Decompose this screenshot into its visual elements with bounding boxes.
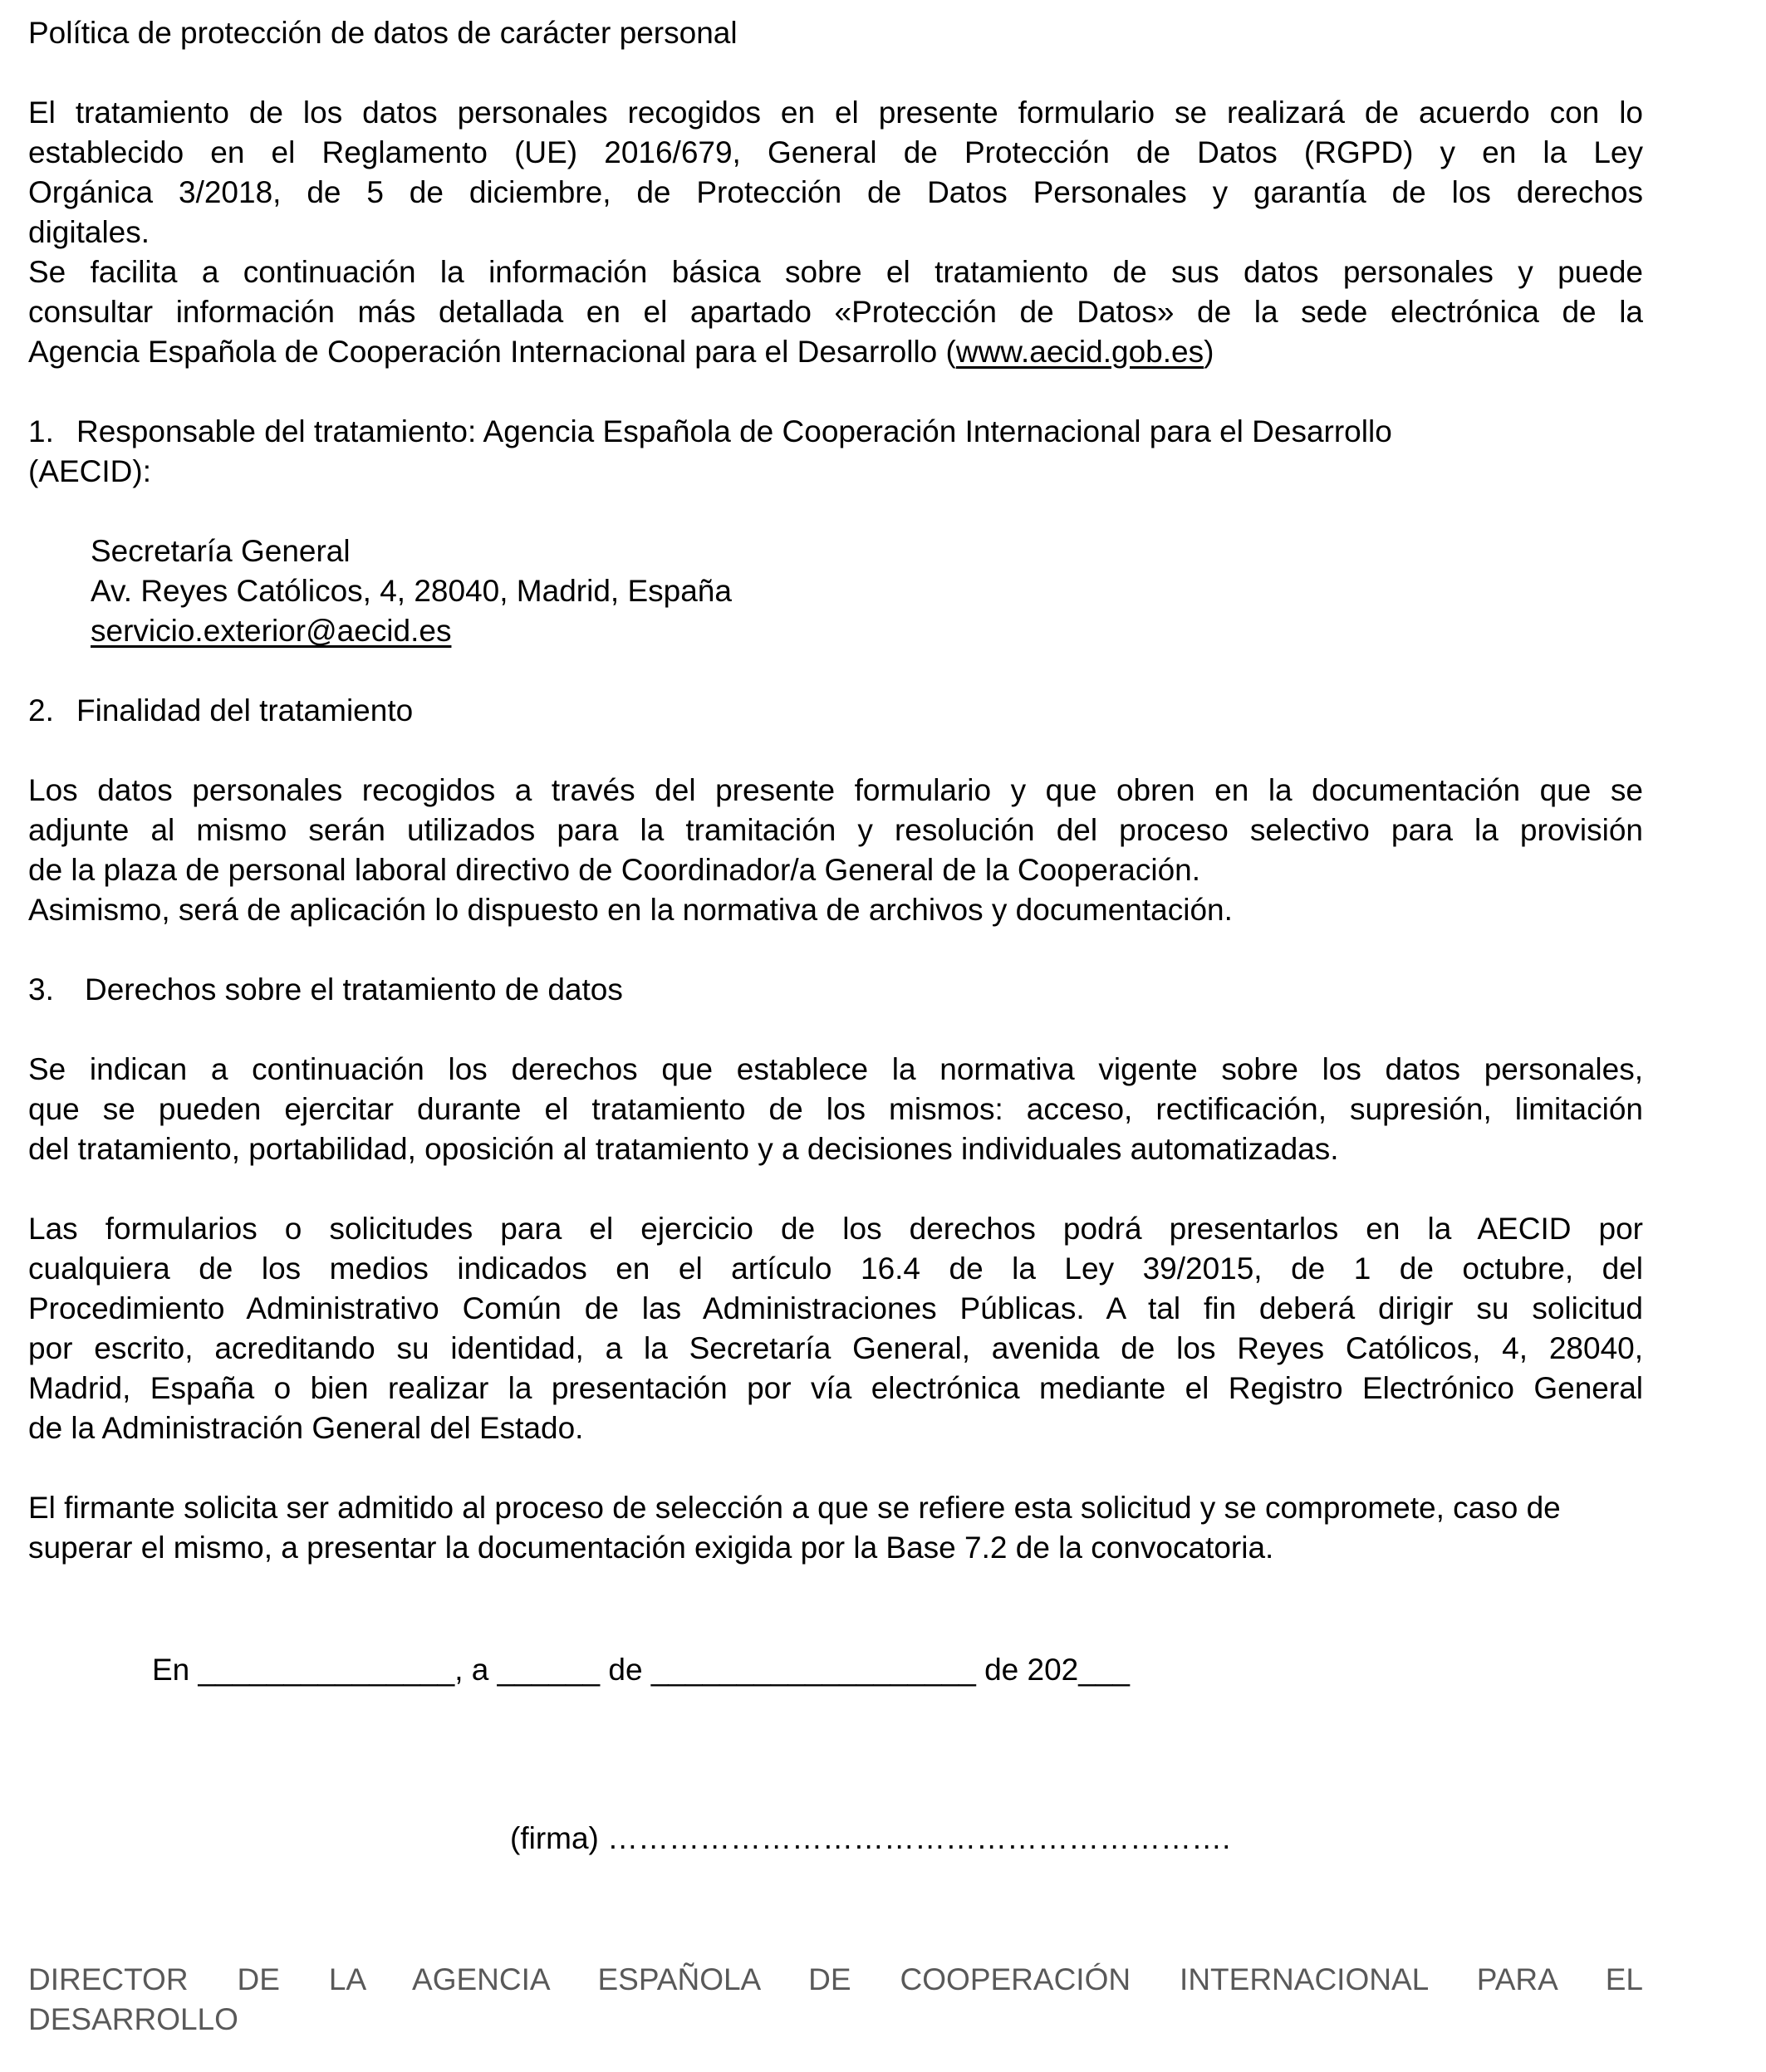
intro-line-with-link: [28, 332, 1643, 372]
intro-line: establecido en el Reglamento (UE) 2016/679, General de Protección de Datos (RGPD) y en la Ley: [28, 135, 1643, 169]
paragraph-line: por escrito, acreditando su identidad, a la Secretaría General, avenida de los Reyes Católicos, 4, 28040,: [28, 1331, 1643, 1365]
date-year-prefix: de 202: [984, 1653, 1079, 1687]
addressee-line-1: DIRECTOR DE LA AGENCIA ESPAÑOLA DE COOPERACIÓN INTERNACIONAL PARA EL: [28, 1962, 1643, 1996]
addressee-line-2: DESARROLLO: [28, 2002, 238, 2036]
place-date-line: [152, 1650, 1130, 1690]
paragraph-line: El firmante solicita ser admitido al proceso de selección a que se refiere esta solicitud y se compromete, caso de: [28, 1491, 1561, 1525]
declaration-paragraph: [28, 1488, 1766, 1568]
section-number: 3.: [28, 972, 54, 1007]
intro-paragraph: [28, 93, 1643, 372]
section-heading-text: Responsable del tratamiento: Agencia Española de Cooperación Internacional para el Desarrollo: [76, 414, 1392, 448]
date-de: de: [608, 1653, 643, 1687]
paragraph-line: Las formularios o solicitudes para el ejercicio de los derechos podrá presentarlos en la AECID por: [28, 1212, 1643, 1246]
paragraph-line: Se indican a continuación los derechos que establece la normativa vigente sobre los datos personales,: [28, 1052, 1643, 1086]
section-2-heading: [28, 691, 1643, 731]
address-street: Av. Reyes Católicos, 4, 28040, Madrid, España: [91, 574, 732, 608]
section-1: [28, 412, 1643, 651]
intro-line: digitales.: [28, 215, 150, 249]
paragraph-line: Procedimiento Administrativo Común de las Administraciones Públicas. A tal fin deberá dirigir su solicitud: [28, 1291, 1643, 1325]
address-email-row: [28, 611, 1643, 651]
email-link[interactable]: servicio.exterior@aecid.es: [91, 614, 452, 648]
paragraph-line: del tratamiento, portabilidad, oposición al tratamiento y a decisiones individuales automatizadas.: [28, 1132, 1339, 1166]
section-heading-text: Finalidad del tratamiento: [76, 693, 414, 727]
addressee-block: [28, 1960, 1643, 2040]
section-heading-text: Derechos sobre el tratamiento de datos: [85, 972, 623, 1007]
signature-line: [510, 1819, 1230, 1859]
address-office: Secretaría General: [91, 534, 351, 568]
section-number: 1.: [28, 414, 54, 448]
document-page: [28, 13, 1643, 1568]
month-blank-field[interactable]: ___________________: [650, 1653, 976, 1687]
aecid-website-link[interactable]: www.aecid.gob.es: [955, 335, 1204, 369]
paragraph-line: superar el mismo, a presentar la documentación exigida por la Base 7.2 de la convocatoria.: [28, 1531, 1274, 1565]
paragraph-line: Madrid, España o bien realizar la presentación por vía electrónica mediante el Registro Electrónico General: [28, 1371, 1643, 1405]
place-blank-field[interactable]: _______________: [198, 1653, 455, 1687]
paragraph-line: que se pueden ejercitar durante el tratamiento de los mismos: acceso, rectificación, supresión, limitación: [28, 1092, 1643, 1126]
rights-paragraph: [28, 1050, 1643, 1169]
paragraph-line: cualquiera de los medios indicados en el artículo 16.4 de la Ley 39/2015, de 1 de octubre, del: [28, 1252, 1643, 1286]
signature-field[interactable]: …………………………………………………….: [607, 1821, 1231, 1855]
intro-line: El tratamiento de los datos personales recogidos en el presente formulario se realizará de acuerdo con lo: [28, 96, 1643, 130]
signature-label: (firma): [510, 1821, 599, 1855]
date-comma-a: , a: [454, 1653, 489, 1687]
paragraph-line: Los datos personales recogidos a través del presente formulario y que obren en la documentación que se: [28, 773, 1643, 807]
intro-line: Se facilita a continuación la información básica sobre el tratamiento de sus datos personales y puede: [28, 255, 1643, 289]
section-3: [28, 970, 1643, 1448]
intro-text: ): [1204, 335, 1214, 369]
year-blank-field[interactable]: ___: [1078, 1653, 1130, 1687]
section-2-paragraph: [28, 771, 1643, 930]
intro-line: consultar información más detallada en el apartado «Protección de Datos» de la sede electrónica de la: [28, 295, 1643, 329]
section-1-heading: [28, 412, 1643, 452]
section-2: [28, 691, 1643, 930]
rights-exercise-paragraph: [28, 1209, 1643, 1448]
section-1-heading-cont: (AECID):: [28, 454, 151, 488]
paragraph-line: de la Administración General del Estado.: [28, 1411, 584, 1445]
intro-text: Agencia Española de Cooperación Internacional para el Desarrollo (: [28, 335, 956, 369]
paragraph-line: Asimismo, será de aplicación lo dispuesto en la normativa de archivos y documentación.: [28, 893, 1233, 927]
paragraph-line: de la plaza de personal laboral directivo de Coordinador/a General de la Cooperación.: [28, 853, 1201, 887]
date-prefix: En: [152, 1653, 190, 1687]
intro-line: Orgánica 3/2018, de 5 de diciembre, de Protección de Datos Personales y garantía de los derechos: [28, 175, 1643, 209]
section-number: 2.: [28, 693, 54, 727]
section-3-heading: [28, 970, 1643, 1010]
document-title: Política de protección de datos de carácter personal: [28, 16, 738, 50]
day-blank-field[interactable]: ______: [497, 1653, 601, 1687]
paragraph-line: adjunte al mismo serán utilizados para la tramitación y resolución del proceso selectivo para la provisión: [28, 813, 1643, 847]
